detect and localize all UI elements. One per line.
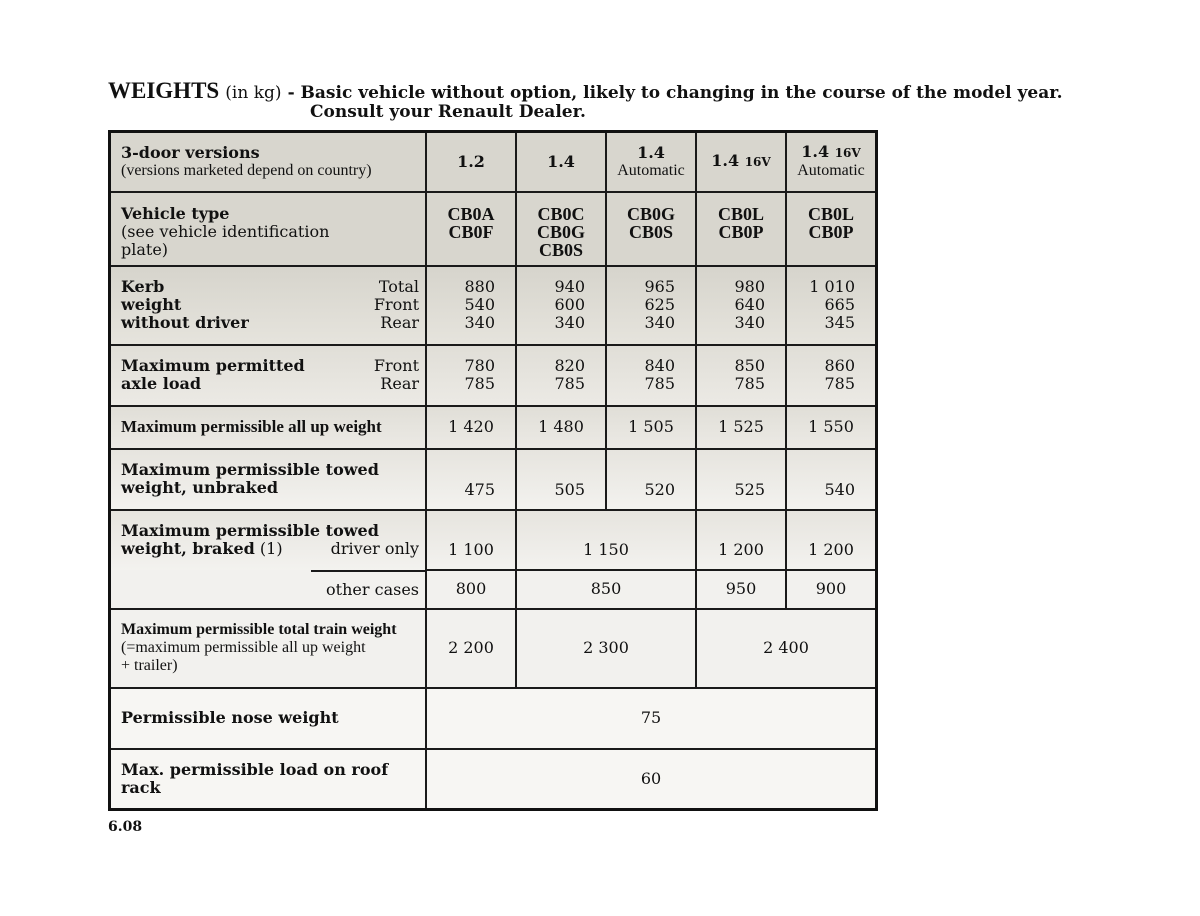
heading-description-1: - Basic vehicle without option, likely to changing in the course of the model year.	[287, 83, 1063, 103]
table-cell: 340	[734, 313, 765, 332]
weights-table	[108, 130, 878, 811]
kerb-col-1	[426, 266, 516, 345]
kerb-col-3	[606, 266, 696, 345]
axle-sub-front: Front	[373, 356, 419, 375]
vehicle-type-note-1: (see vehicle identification	[121, 221, 330, 241]
kerb-label-2: weight	[121, 295, 182, 314]
all-up-label: Maximum permissible all up weight	[110, 406, 427, 449]
vehicle-code: CB0F	[448, 221, 494, 242]
table-cell: 860	[824, 356, 855, 375]
table-cell: 785	[734, 374, 765, 393]
towed-braked-driver-row	[110, 510, 877, 570]
vehicle-code: CB0S	[628, 221, 673, 242]
table-cell: 1 550	[786, 406, 877, 449]
header-col-1: 1.2	[426, 132, 516, 192]
table-cell: 640	[734, 295, 765, 314]
table-cell: 1 420	[426, 406, 516, 449]
kerb-col-4	[696, 266, 786, 345]
kerb-sub-total: Total	[378, 277, 419, 296]
vehicle-code: CB0G	[626, 203, 675, 224]
kerb-col-2	[516, 266, 606, 345]
vehicle-code: CB0P	[808, 221, 854, 242]
vehicle-code: CB0L	[807, 203, 854, 224]
header-col-5-main: 1.4	[801, 142, 830, 162]
roof-label: Max. permissible load on roof rack	[110, 749, 427, 810]
vehicle-code: CB0L	[717, 203, 764, 224]
table-cell: 850	[734, 356, 765, 375]
table-cell: 785	[824, 374, 855, 393]
table-cell: 900	[786, 570, 877, 609]
train-label-bold: Maximum permissible total train weight	[121, 621, 397, 638]
table-cell: 345	[824, 313, 855, 332]
table-cell: 965	[644, 277, 675, 296]
towed-braked-label-2: weight, braked	[121, 539, 255, 558]
table-cell: 625	[644, 295, 675, 314]
towed-braked-note: (1)	[259, 539, 283, 558]
axle-label-1: Maximum permitted	[121, 356, 305, 375]
axle-sub-rear: Rear	[380, 374, 419, 393]
nose-weight-row	[110, 688, 877, 749]
table-cell: 1 200	[786, 510, 877, 570]
table-cell: 820	[554, 356, 585, 375]
table-cell: 600	[554, 295, 585, 314]
other-cases-label: other cases	[311, 570, 425, 608]
axle-load-row	[110, 345, 877, 406]
axle-col-3	[606, 345, 696, 406]
table-header-row	[110, 132, 877, 192]
page-heading	[108, 78, 1108, 122]
table-cell: 880	[464, 277, 495, 296]
driver-only-label: driver only	[330, 539, 419, 558]
vehicle-code: CB0A	[447, 203, 495, 224]
heading-description-2: Consult your Renault Dealer.	[310, 102, 586, 122]
header-label-note: (versions marketed depend on country)	[121, 161, 372, 179]
header-col-5	[786, 132, 877, 192]
header-col-3	[606, 132, 696, 192]
towed-unbraked-label-cell	[110, 449, 427, 510]
table-cell: 540	[464, 295, 495, 314]
towed-braked-label-1: Maximum permissible towed	[121, 521, 379, 540]
page-number: 6.08	[108, 819, 143, 835]
table-cell: 850	[516, 570, 696, 609]
table-cell: 2 400	[696, 609, 877, 688]
table-cell: 980	[734, 277, 765, 296]
table-cell: 665	[824, 295, 855, 314]
table-cell: 840	[644, 356, 675, 375]
roof-rack-row	[110, 749, 877, 810]
table-cell: 1 525	[696, 406, 786, 449]
vehicle-type-col-1	[426, 192, 516, 266]
vehicle-type-label: Vehicle type	[121, 203, 230, 223]
table-cell: 1 010	[809, 277, 855, 296]
header-col-5-bottom: Automatic	[797, 162, 865, 180]
towed-braked-other-row	[110, 570, 877, 609]
towed-unbraked-label-2: weight, unbraked	[121, 478, 279, 497]
table-cell: 540	[786, 449, 877, 510]
train-weight-row	[110, 609, 877, 688]
kerb-weight-row	[110, 266, 877, 345]
vehicle-type-label-cell	[110, 192, 427, 266]
table-cell: 475	[426, 449, 516, 510]
vehicle-code: CB0S	[538, 239, 583, 260]
vehicle-type-note-2: plate)	[121, 239, 169, 259]
table-cell: 785	[554, 374, 585, 393]
table-cell: 60	[426, 749, 877, 810]
vehicle-type-col-3	[606, 192, 696, 266]
header-label-cell	[110, 132, 427, 192]
kerb-label-3: without driver	[121, 313, 249, 332]
table-cell: 785	[644, 374, 675, 393]
heading-line-1	[108, 78, 1108, 104]
heading-unit: (in kg)	[225, 83, 282, 103]
vehicle-code: CB0P	[718, 221, 764, 242]
table-cell: 75	[426, 688, 877, 749]
table-cell: 505	[516, 449, 606, 510]
header-label-bold: 3-door versions	[121, 142, 260, 162]
table-cell: 1 100	[426, 510, 516, 570]
header-col-3-bottom: Automatic	[617, 161, 685, 179]
header-col-4-sub: 16V	[744, 155, 771, 170]
kerb-sub-rear: Rear	[380, 313, 419, 332]
table-cell: 340	[464, 313, 495, 332]
train-label-cell	[110, 609, 427, 688]
table-cell: 780	[464, 356, 495, 375]
table-cell: 1 505	[606, 406, 696, 449]
axle-col-5	[786, 345, 877, 406]
table-cell: 520	[606, 449, 696, 510]
header-col-5-sub: 16V	[834, 146, 861, 161]
axle-label-2: axle load	[121, 374, 202, 393]
table-cell: 950	[696, 570, 786, 609]
table-cell: 1 150	[516, 510, 696, 570]
table-cell: 525	[696, 449, 786, 510]
header-col-3-top: 1.4	[637, 142, 665, 162]
vehicle-type-col-2	[516, 192, 606, 266]
vehicle-type-row	[110, 192, 877, 266]
header-col-4-main: 1.4	[711, 151, 740, 171]
table-cell: 340	[554, 313, 585, 332]
nose-label: Permissible nose weight	[110, 688, 427, 749]
axle-col-1	[426, 345, 516, 406]
table-cell: 1 200	[696, 510, 786, 570]
vehicle-code: CB0G	[536, 221, 585, 242]
all-up-weight-row	[110, 406, 877, 449]
table-cell: 2 200	[426, 609, 516, 688]
towed-braked-label-cell	[110, 510, 427, 570]
axle-label-cell	[110, 345, 427, 406]
table-cell: 2 300	[516, 609, 696, 688]
table-cell: 800	[426, 570, 516, 609]
vehicle-type-col-5	[786, 192, 877, 266]
table-cell: 785	[464, 374, 495, 393]
train-label-3: + trailer)	[121, 657, 178, 674]
train-label-2: (=maximum permissible all up weight	[121, 639, 366, 656]
table-cell: 1 480	[516, 406, 606, 449]
towed-unbraked-label-1: Maximum permissible towed	[121, 460, 379, 479]
axle-col-4	[696, 345, 786, 406]
heading-title: WEIGHTS	[108, 78, 220, 103]
header-col-2: 1.4	[516, 132, 606, 192]
kerb-label-1: Kerb	[121, 277, 165, 296]
table-cell: 940	[554, 277, 585, 296]
vehicle-type-col-4	[696, 192, 786, 266]
vehicle-code: CB0C	[537, 203, 585, 224]
towed-unbraked-row	[110, 449, 877, 510]
kerb-col-5	[786, 266, 877, 345]
axle-col-2	[516, 345, 606, 406]
kerb-sub-front: Front	[373, 295, 419, 314]
other-cases-cell	[110, 570, 427, 609]
kerb-label-cell	[110, 266, 427, 345]
header-col-4	[696, 132, 786, 192]
table-cell: 340	[644, 313, 675, 332]
